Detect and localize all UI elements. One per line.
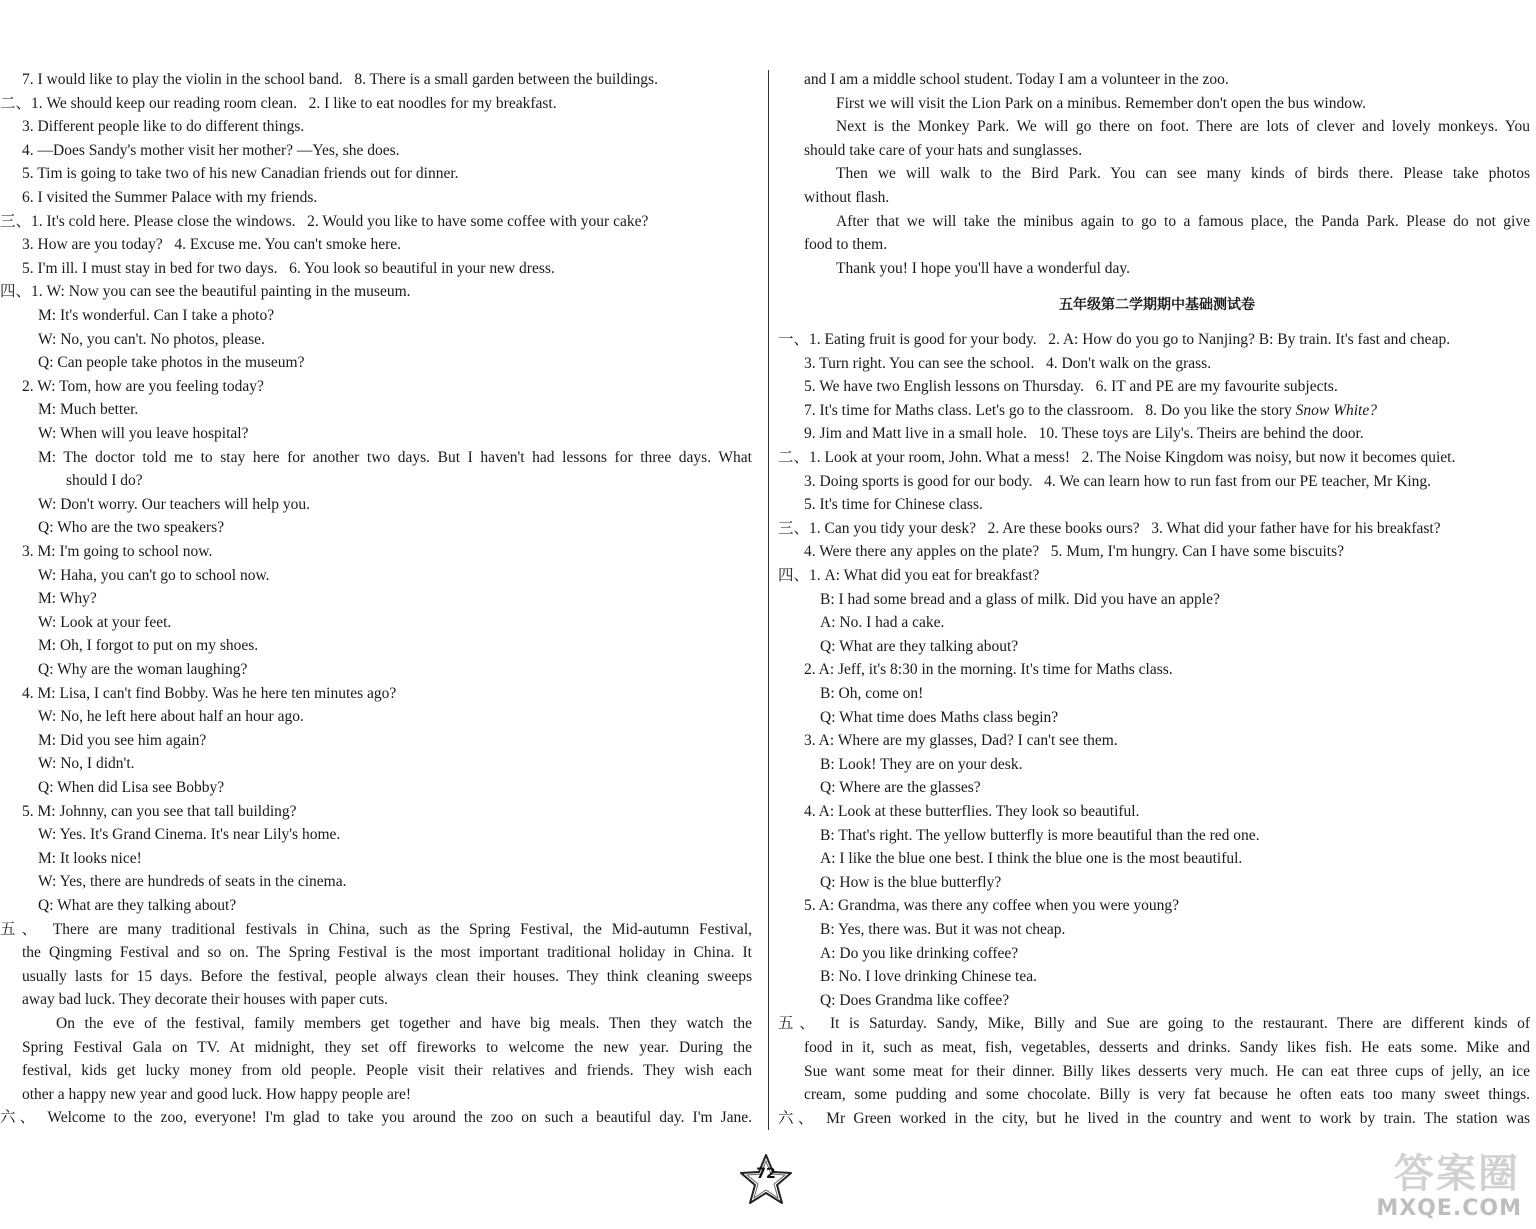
- text-line: W: Don't worry. Our teachers will help you.: [38, 495, 310, 513]
- text-line: cream, some pudding and some chocolate. Billy is very fat because he often eats too many sweet things.: [804, 1086, 1530, 1104]
- text-line: 5. I'm ill. I must stay in bed for two days. 6. You look so beautiful in your new dress.: [22, 259, 555, 277]
- text-line: W: No, I didn't.: [38, 755, 135, 773]
- text-line: M: Oh, I forgot to put on my shoes.: [38, 637, 259, 655]
- text-line: Q: How is the blue butterfly?: [820, 873, 1002, 891]
- text-line: 六、 Welcome to the zoo, everyone! I'm glad to take you around the zoo on such a beautiful day. I'm Jane.: [0, 1109, 752, 1127]
- text-line: W: Yes, there are hundreds of seats in the cinema.: [38, 873, 347, 891]
- text-line: M: Much better.: [38, 401, 139, 419]
- text-line: 2. W: Tom, how are you feeling today?: [22, 377, 264, 395]
- text-line: Q: What are they talking about?: [820, 637, 1019, 655]
- text-line: Q: Why are the woman laughing?: [38, 661, 248, 678]
- text-line: the Qingming Festival and so on. The Spring Festival is the most important traditional holiday in China. It: [22, 944, 752, 962]
- text-line: without flash.: [804, 189, 890, 206]
- text-line: W: Look at your feet.: [38, 613, 172, 631]
- text-line: After that we will take the minibus again to go to a famous place, the Panda Park. Please do not give: [836, 212, 1530, 230]
- text-line: W: No, you can't. No photos, please.: [38, 330, 265, 348]
- text-line: Next is the Monkey Park. We will go there on foot. There are lots of clever and lovely monkeys. You: [836, 118, 1530, 136]
- text-line: Q: When did Lisa see Bobby?: [38, 779, 225, 796]
- text-line: Then we will walk to the Bird Park. You can see many kinds of birds there. Please take photos: [836, 165, 1530, 183]
- text-line: Q: What are they talking about?: [38, 897, 237, 914]
- text-line: and I am a middle school student. Today I am a volunteer in the zoo.: [804, 71, 1229, 88]
- text-line: 一、1. Eating fruit is good for your body. 2. A: How do you go to Nanjing? B: By train. It's fast and cheap.: [778, 331, 1451, 348]
- text-line: 二、1. Look at your room, John. What a mess! 2. The Noise Kingdom was noisy, but now it becomes quiet.: [778, 449, 1456, 466]
- story-title: Snow White?: [1295, 401, 1377, 419]
- text-line: 3. M: I'm going to school now.: [22, 543, 213, 560]
- text-line: W: Haha, you can't go to school now.: [38, 566, 270, 584]
- text-line: 3. Doing sports is good for our body. 4. We can learn how to run fast from our PE teacher, Mr King.: [804, 472, 1432, 490]
- text-line: 六、 Mr Green worked in the city, but he lived in the country and went to work by train. The station was: [778, 1109, 1530, 1127]
- text-line: Q: Does Grandma like coffee?: [820, 991, 1010, 1009]
- watermark-site: MXQE.COM: [1376, 1196, 1522, 1221]
- text-line: Q: Where are the glasses?: [820, 779, 981, 797]
- text-line: usually lasts for 15 days. Before the festival, people always clean their houses. They think cleaning sweeps: [22, 967, 752, 985]
- text-line: 三、1. It's cold here. Please close the windows. 2. Would you like to have some coffee with your cake?: [0, 212, 649, 230]
- text-line: B: I had some bread and a glass of milk. Did you have an apple?: [820, 590, 1220, 608]
- text-line: food in it, such as meat, fish, vegetables, desserts and drinks. Sandy likes fish. He eats some. Mike and: [804, 1039, 1530, 1056]
- text-line: 三、1. Can you tidy your desk? 2. Are these books ours? 3. What did your father have for his breakfast?: [778, 519, 1441, 537]
- text-line: M: Why?: [38, 590, 97, 608]
- text-line: other a happy new year and good luck. How happy people are!: [22, 1085, 412, 1103]
- text-line: M: It looks nice!: [38, 849, 142, 867]
- text-line: 4. M: Lisa, I can't find Bobby. Was he here ten minutes ago?: [22, 684, 397, 702]
- text-line: 5. M: Johnny, can you see that tall building?: [22, 802, 297, 820]
- text-line: 四、1. W: Now you can see the beautiful painting in the museum.: [0, 283, 411, 301]
- text-line: 9. Jim and Matt live in a small hole. 10. These toys are Lily's. Theirs are behind the door.: [804, 425, 1364, 443]
- text-line: 6. I visited the Summer Palace with my friends.: [22, 189, 318, 206]
- text-line: 二、1. We should keep our reading room clean. 2. I like to eat noodles for my breakfast.: [0, 94, 557, 112]
- text-line: B: Yes, there was. But it was not cheap.: [820, 921, 1066, 938]
- text-line: On the eve of the festival, family members get together and have big meals. Then they watch the: [56, 1015, 752, 1032]
- text-line: 3. Turn right. You can see the school. 4. Don't walk on the grass.: [804, 354, 1212, 372]
- text-line: Q: What time does Maths class begin?: [820, 708, 1059, 726]
- text-line: Thank you! I hope you'll have a wonderful day.: [836, 259, 1131, 277]
- text-line: 4. Were there any apples on the plate? 5. Mum, I'm hungry. Can I have some biscuits?: [804, 543, 1345, 561]
- text-line: M: Did you see him again?: [38, 731, 207, 749]
- text-line: 五、 There are many traditional festivals in China, such as the Spring Festival, the Mid-autumn Festival,: [0, 920, 752, 938]
- text-line: Spring Festival Gala on TV. At midnight, they set off fireworks to welcome the new year. During the: [22, 1038, 752, 1056]
- text-line: W: Yes. It's Grand Cinema. It's near Lily's home.: [38, 826, 341, 844]
- text-line: W: No, he left here about half an hour ago.: [38, 708, 304, 726]
- watermark-logo: 答案圈: [1394, 1151, 1520, 1197]
- text-line: 四、1. A: What did you eat for breakfast?: [778, 567, 1040, 584]
- text-line: B: No. I love drinking Chinese tea.: [820, 968, 1037, 986]
- text-line: Q: Who are the two speakers?: [38, 519, 225, 537]
- text-line: A: Do you like drinking coffee?: [820, 944, 1019, 962]
- text-line: 4. A: Look at these butterflies. They look so beautiful.: [804, 803, 1140, 820]
- text-line: 3. A: Where are my glasses, Dad? I can't see them.: [804, 732, 1118, 750]
- text-line: M: The doctor told me to stay here for another two days. But I haven't had lessons for three days. What: [38, 448, 752, 466]
- text-line: Sue want some meat for their dinner. Billy likes desserts very much. He can eat three cups of jelly, an ice: [804, 1062, 1530, 1080]
- text-line: away bad luck. They decorate their houses with paper cuts.: [22, 991, 388, 1009]
- text-line: [804, 399, 1377, 423]
- text-segment: 7. It's time for Maths class. Let's go to the classroom. 8. Do you like the story: [804, 401, 1296, 419]
- text-line: festival, kids get lucky money from old people. People visit their relatives and friends. They wish each: [22, 1062, 752, 1080]
- text-line: A: I like the blue one best. I think the blue one is the most beautiful.: [820, 850, 1243, 868]
- text-line: B: That's right. The yellow butterfly is more beautiful than the red one.: [820, 826, 1260, 844]
- section-title: 五年级第二学期期中基础测试卷: [1059, 297, 1255, 313]
- text-line: B: Oh, come on!: [820, 685, 924, 702]
- text-line: M: It's wonderful. Can I take a photo?: [38, 307, 275, 324]
- text-line: 7. I would like to play the violin in the school band. 8. There is a small garden between the buildings.: [22, 71, 658, 88]
- text-line: should I do?: [66, 472, 143, 490]
- text-line: 3. Different people like to do different things.: [22, 118, 305, 136]
- text-line: B: Look! They are on your desk.: [820, 755, 1023, 773]
- text-line: 3. How are you today? 4. Excuse me. You can't smoke here.: [22, 236, 402, 254]
- text-line: Q: Can people take photos in the museum?: [38, 354, 305, 372]
- text-line: 5. We have two English lessons on Thursday. 6. IT and PE are my favourite subjects.: [804, 378, 1338, 396]
- text-line: 2. A: Jeff, it's 8:30 in the morning. It's time for Maths class.: [804, 661, 1173, 679]
- column-divider: [768, 70, 769, 1130]
- text-line: A: No. I had a cake.: [820, 614, 945, 632]
- text-line: 5. A: Grandma, was there any coffee when you were young?: [804, 897, 1180, 915]
- text-line: 5. It's time for Chinese class.: [804, 496, 983, 514]
- text-line: 4. —Does Sandy's mother visit her mother? —Yes, she does.: [22, 141, 400, 159]
- text-line: 5. Tim is going to take two of his new Canadian friends out for dinner.: [22, 165, 459, 183]
- text-line: W: When will you leave hospital?: [38, 425, 249, 442]
- page-number: 72: [756, 1166, 776, 1182]
- text-line: should take care of your hats and sunglasses.: [804, 141, 1083, 159]
- text-line: First we will visit the Lion Park on a minibus. Remember don't open the bus window.: [836, 94, 1367, 112]
- text-line: 五、 It is Saturday. Sandy, Mike, Billy and Sue are going to the restaurant. There are different kinds of: [778, 1015, 1530, 1033]
- text-line: food to them.: [804, 236, 888, 254]
